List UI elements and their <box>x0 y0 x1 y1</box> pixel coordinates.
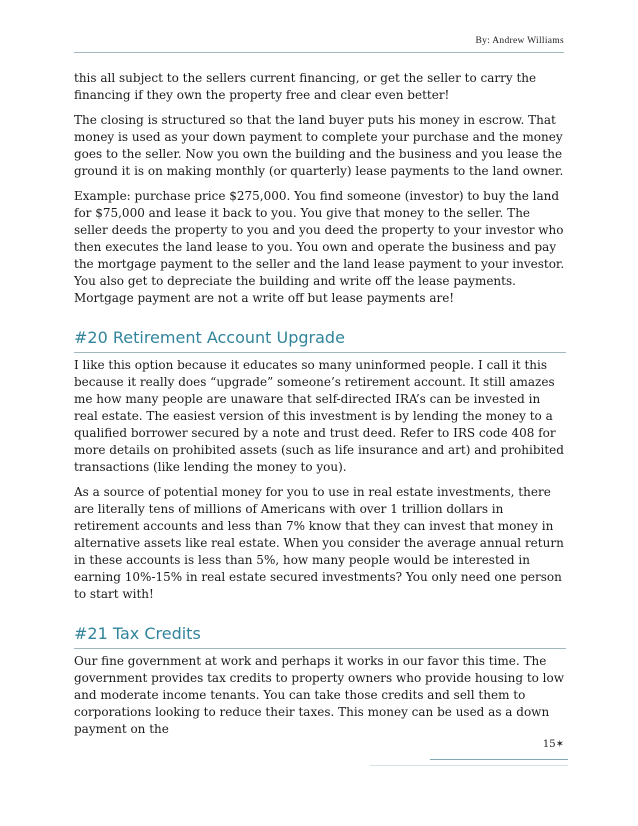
section-21-rule <box>74 648 566 649</box>
section-20-heading: #20 Retirement Account Upgrade <box>74 328 345 347</box>
page-number-value: 15 <box>542 739 556 750</box>
header-author: By: Andrew Williams <box>475 36 564 46</box>
footer-rule <box>430 759 568 760</box>
intro-paragraph-3: Example: purchase price $275,000. You find someone (investor) to buy the land for $75,000 and lease it back to you. You give that money to the seller. The seller deeds the property to you and you deed the property to your investor who then executes the land lease to you. You own and operate the business and pay the mortgage payment to the seller and the land lease payment to your investor. You also get to depreciate the building and write off the lease payments. Mortgage payment are not a write off but lease payments are! <box>74 189 565 305</box>
header-rule <box>74 52 564 53</box>
footer-rule-light <box>370 765 568 766</box>
page-number: 15✶ <box>542 739 564 750</box>
section-20-paragraph-1: I like this option because it educates so many uninformed people. I call it this because it really does “upgrade” someone’s retirement account. It still amazes me how many people are unaware that self-directed IRA’s can be invested in real estate. The easiest version of this investment is by lending the money to a qualified borrower secured by a note and trust deed. Refer to IRS code 408 for more details on prohibited assets (such as life insurance and art) and prohibited transactions (like lending the money to you). <box>74 358 564 474</box>
section-20-rule <box>74 352 566 353</box>
intro-paragraph-2: The closing is structured so that the land buyer puts his money in escrow. That money is used as your down payment to complete your purchase and the money goes to the seller. Now you own the building and the business and you lease the ground it is on making monthly (or quarterly) lease payments to the land owner. <box>74 113 564 178</box>
page-content <box>74 70 566 746</box>
section-21-paragraph-1: Our fine government at work and perhaps it works in our favor this time. The government provides tax credits to property owners who provide housing to low and moderate income tenants. You can take those credits and sell them to corporations looking to reduce their taxes. This money can be used as a down payment on the <box>74 654 565 736</box>
section-21-heading: #21 Tax Credits <box>74 624 201 643</box>
section-20-paragraph-2: As a source of potential money for you to use in real estate investments, there are literally tens of millions of Americans with over 1 trillion dollars in retirement accounts and less than 7% know that they can invest that money in alternative assets like real estate. When you consider the average annual return in these accounts is less than 5%, how many people would be interested in earning 10%-15% in real estate secured investments? You only need one person to start with! <box>74 485 564 601</box>
intro-paragraph-1: this all subject to the sellers current financing, or get the seller to carry the financing if they own the property free and clear even better! <box>74 71 537 102</box>
